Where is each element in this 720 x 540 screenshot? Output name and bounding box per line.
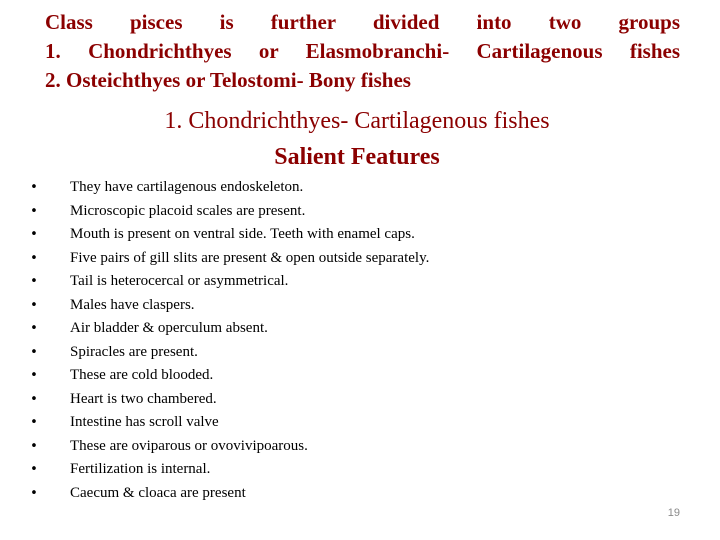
intro-line-chondrichthyes: 1. Chondrichthyes or Elasmobranchi- Cartilagenous fishes <box>45 39 680 63</box>
feature-list-item <box>28 270 429 294</box>
feature-text: Males have claspers. <box>70 296 195 313</box>
feature-list-item <box>28 200 429 224</box>
feature-text: Heart is two chambered. <box>70 390 217 407</box>
feature-text: Microscopic placoid scales are present. <box>70 202 306 219</box>
bullet-icon: • <box>30 485 38 501</box>
feature-list-item <box>28 388 429 412</box>
feature-list-item <box>28 341 429 365</box>
section-title: 1. Chondrichthyes- Cartilagenous fishes <box>164 108 550 134</box>
salient-features-list <box>28 176 429 505</box>
feature-list-item <box>28 294 429 318</box>
feature-text: These are cold blooded. <box>70 367 214 383</box>
feature-list-item <box>28 176 429 200</box>
bullet-icon: • <box>30 274 38 289</box>
bullet-icon: • <box>30 227 38 242</box>
feature-text: Intestine has scroll valve <box>70 414 219 430</box>
bullet-icon: • <box>30 368 38 383</box>
bullet-icon: • <box>30 180 38 195</box>
feature-text: These are oviparous or ovovivipoarous. <box>70 437 308 454</box>
bullet-icon: • <box>30 321 38 336</box>
feature-list-item <box>28 411 429 435</box>
bullet-icon: • <box>30 462 38 477</box>
bullet-icon: • <box>30 438 38 454</box>
bullet-icon: • <box>30 250 38 266</box>
bullet-icon: • <box>30 391 38 407</box>
feature-list-item <box>28 364 429 388</box>
feature-text: Fertilization is internal. <box>70 461 211 477</box>
intro-text-block <box>45 8 680 95</box>
bullet-icon: • <box>30 297 38 313</box>
bullet-icon: • <box>30 344 38 360</box>
feature-text: They have cartilagenous endoskeleton. <box>70 179 304 195</box>
feature-text: Mouth is present on ventral side. Teeth with enamel caps. <box>70 226 415 242</box>
feature-list-item <box>28 482 429 506</box>
feature-text: Air bladder & operculum absent. <box>70 320 268 336</box>
page-number: 19 <box>667 507 680 519</box>
bullet-icon: • <box>30 203 38 219</box>
feature-text: Tail is heterocercal or asymmetrical. <box>70 273 289 289</box>
bullet-icon: • <box>30 415 38 430</box>
feature-list-item <box>28 247 429 271</box>
feature-list-item <box>28 317 429 341</box>
feature-text: Caecum & cloaca are present <box>70 484 246 501</box>
intro-line-osteichthyes: 2. Osteichthyes or Telostomi- Bony fishes <box>45 68 411 92</box>
feature-list-item <box>28 223 429 247</box>
feature-list-item <box>28 435 429 459</box>
section-subtitle: Salient Features <box>274 144 440 170</box>
feature-text: Five pairs of gill slits are present & open outside separately. <box>70 249 430 266</box>
feature-text: Spiracles are present. <box>70 343 198 360</box>
feature-list-item <box>28 458 429 482</box>
intro-line-classification: Class pisces is further divided into two groups <box>45 10 680 34</box>
